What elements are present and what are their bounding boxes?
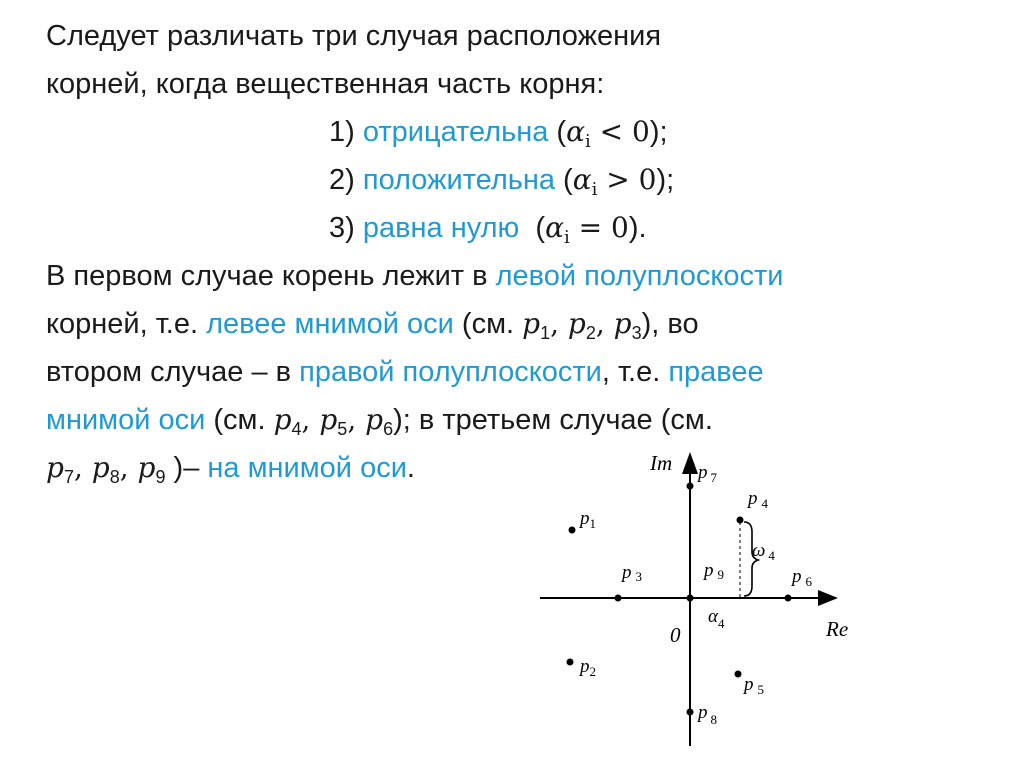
root-label-p4: p $_4$	[748, 488, 768, 511]
para-line-5: $p_7$, $p_8$, $p_9$ )– на мнимой оси.	[46, 451, 415, 487]
intro-line-2: корней, когда вещественная часть корня:	[46, 68, 605, 100]
root-point-p4	[737, 517, 744, 524]
imag-axis-arrow-icon	[682, 452, 698, 474]
root-point-p8	[687, 709, 694, 716]
root-label-p8: p $_8$	[698, 702, 717, 727]
root-point-p3	[615, 595, 622, 602]
left-half-plane-term: левой полуплоскости	[495, 260, 784, 292]
root-label-p9: p 9	[704, 560, 724, 582]
para-line-1: В первом случае корень лежит в левой полуплоскости	[46, 260, 784, 292]
root-label-p6: p $_6$	[792, 566, 812, 589]
case-3-label: равна нулю	[362, 212, 520, 244]
root-point-p2	[567, 659, 574, 666]
root-label-p3: p 3	[622, 562, 642, 584]
case-2-label: положительна	[362, 164, 555, 196]
case-2: 2) положительна $(\alpha_i > 0)$;	[329, 163, 675, 200]
root-label-p1: $p_1$	[580, 508, 596, 531]
root-point-p7	[687, 483, 694, 490]
real-axis-arrow-icon	[818, 590, 838, 606]
para-line-4: мнимой оси (см. $p_4$, $p_5$, $p_6$); в третьем случае (см.	[46, 403, 713, 439]
imag-axis-label: Im	[650, 451, 673, 475]
para-line-3: втором случае – в правой полуплоскости, т.е. правее	[46, 356, 764, 388]
case-3: 3) равна нулю $(\alpha_i = 0)$.	[329, 211, 647, 248]
root-label-p2: $p_2$	[580, 656, 596, 679]
alpha-label: $\alpha_4$	[708, 606, 725, 631]
left-of-imag-axis-term: левее мнимой оси	[206, 308, 454, 340]
root-point-p6	[785, 595, 792, 602]
root-point-p9	[687, 595, 694, 602]
right-of-imag-axis-term: правее	[668, 356, 764, 388]
real-axis-label: Re	[826, 617, 849, 641]
root-point-p5	[735, 671, 742, 678]
root-label-p7: p $_7$	[698, 462, 717, 485]
root-label-p5: p $_5$	[744, 674, 764, 697]
case-1: 1) отрицательна $(\alpha_i < 0)$;	[329, 115, 668, 152]
para-line-2: корней, т.е. левее мнимой оси (см. $p_1$, $p_2$, $p_3$), во	[46, 307, 699, 343]
intro-line-1: Следует различать три случая расположения	[46, 20, 662, 52]
omega-label: ω $_4$	[752, 540, 775, 563]
case-1-label: отрицательна	[362, 116, 549, 148]
root-point-p1	[569, 527, 576, 534]
right-half-plane-term: правой полуплоскости	[299, 356, 602, 388]
origin-label: 0	[670, 623, 681, 647]
